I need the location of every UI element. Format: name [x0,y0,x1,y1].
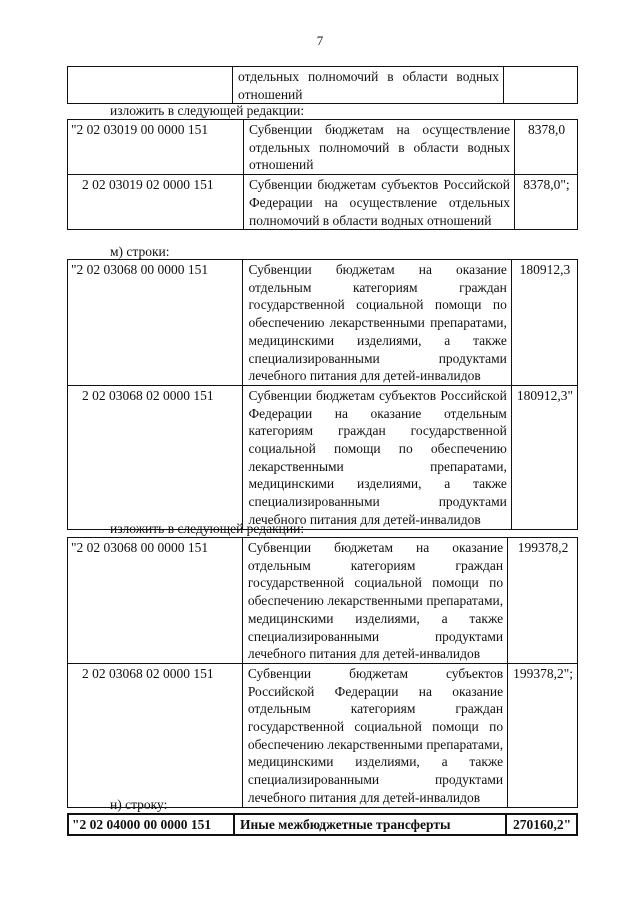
table-row [68,538,578,664]
code-cell: "2 02 03068 00 0000 151 [68,260,243,386]
table-row [68,260,578,386]
budget-table-4 [67,813,578,836]
page-number: 7 [316,33,324,48]
description-cell: Субвенции бюджетам на оказание отдельным категориям граждан государственной социальной помощи по обеспечению лекарственными препаратами, медицинскими изделиями, а также специализированными продуктами лечебного питания для детей-инвалидов [243,260,511,386]
code-cell: "2 02 03019 00 0000 151 [68,120,244,175]
section-label-2: м) строки: [110,244,170,259]
description-cell: Субвенции бюджетам на осуществление отдельных полномочий в области водных отношений [244,120,515,175]
amount-cell: 8378,0"; [515,175,578,230]
table-row [68,663,578,807]
code-cell: "2 02 04000 00 0000 151 [68,814,234,835]
amount-cell: 199378,2"; [508,663,578,807]
amount-cell [504,67,578,104]
section-label-1: изложить в следующей редакции: [110,103,305,118]
table-row [68,175,578,230]
budget-table-2 [67,259,578,530]
code-cell: 2 02 03019 02 0000 151 [68,175,244,230]
code-cell [68,67,233,104]
amount-cell: 270160,2" [506,814,577,835]
description-cell: Субвенции бюджетам на оказание отдельным категориям граждан государственной социальной помощи по обеспечению лекарственными препаратами, медицинскими изделиями, а также специализированными продуктами лечебного питания для детей-инвалидов [242,538,507,664]
code-cell: 2 02 03068 02 0000 151 [68,663,243,807]
continuation-table [67,66,578,104]
budget-table-1 [67,119,578,230]
section-label-4: н) строку: [110,797,168,812]
amount-cell: 180912,3" [511,385,577,529]
description-cell: Субвенции бюджетам субъектов Российской Федерации на оказание отдельным категориям граждан государственной социальной помощи по обеспечению лекарственными препаратами, медицинскими изделиями, а также специализированными продуктами лечебного питания для детей-инвалидов [242,663,507,807]
table-row [68,120,578,175]
code-cell: 2 02 03068 02 0000 151 [68,385,243,529]
table-row [68,67,578,104]
table-row [68,385,578,529]
amount-cell: 199378,2 [508,538,578,664]
section-label-3: изложить в следующей редакции: [110,521,305,536]
description-cell: Субвенции бюджетам субъектов Российской Федерации на оказание отдельным категориям граждан государственной социальной помощи по обеспечению лекарственными препаратами, медицинскими изделиями, а также специализированными продуктами лечебного питания для детей-инвалидов [243,385,511,529]
table-row [68,814,577,835]
amount-cell: 180912,3 [511,260,577,386]
code-cell: "2 02 03068 00 0000 151 [68,538,243,664]
description-cell: Иные межбюджетные трансферты [234,814,506,835]
budget-table-3 [67,537,578,808]
amount-cell: 8378,0 [515,120,578,175]
description-cell: Субвенции бюджетам субъектов Российской Федерации на осуществление отдельных полномочий в области водных отношений [244,175,515,230]
description-cell: отдельных полномочий в области водных отношений [233,67,504,104]
